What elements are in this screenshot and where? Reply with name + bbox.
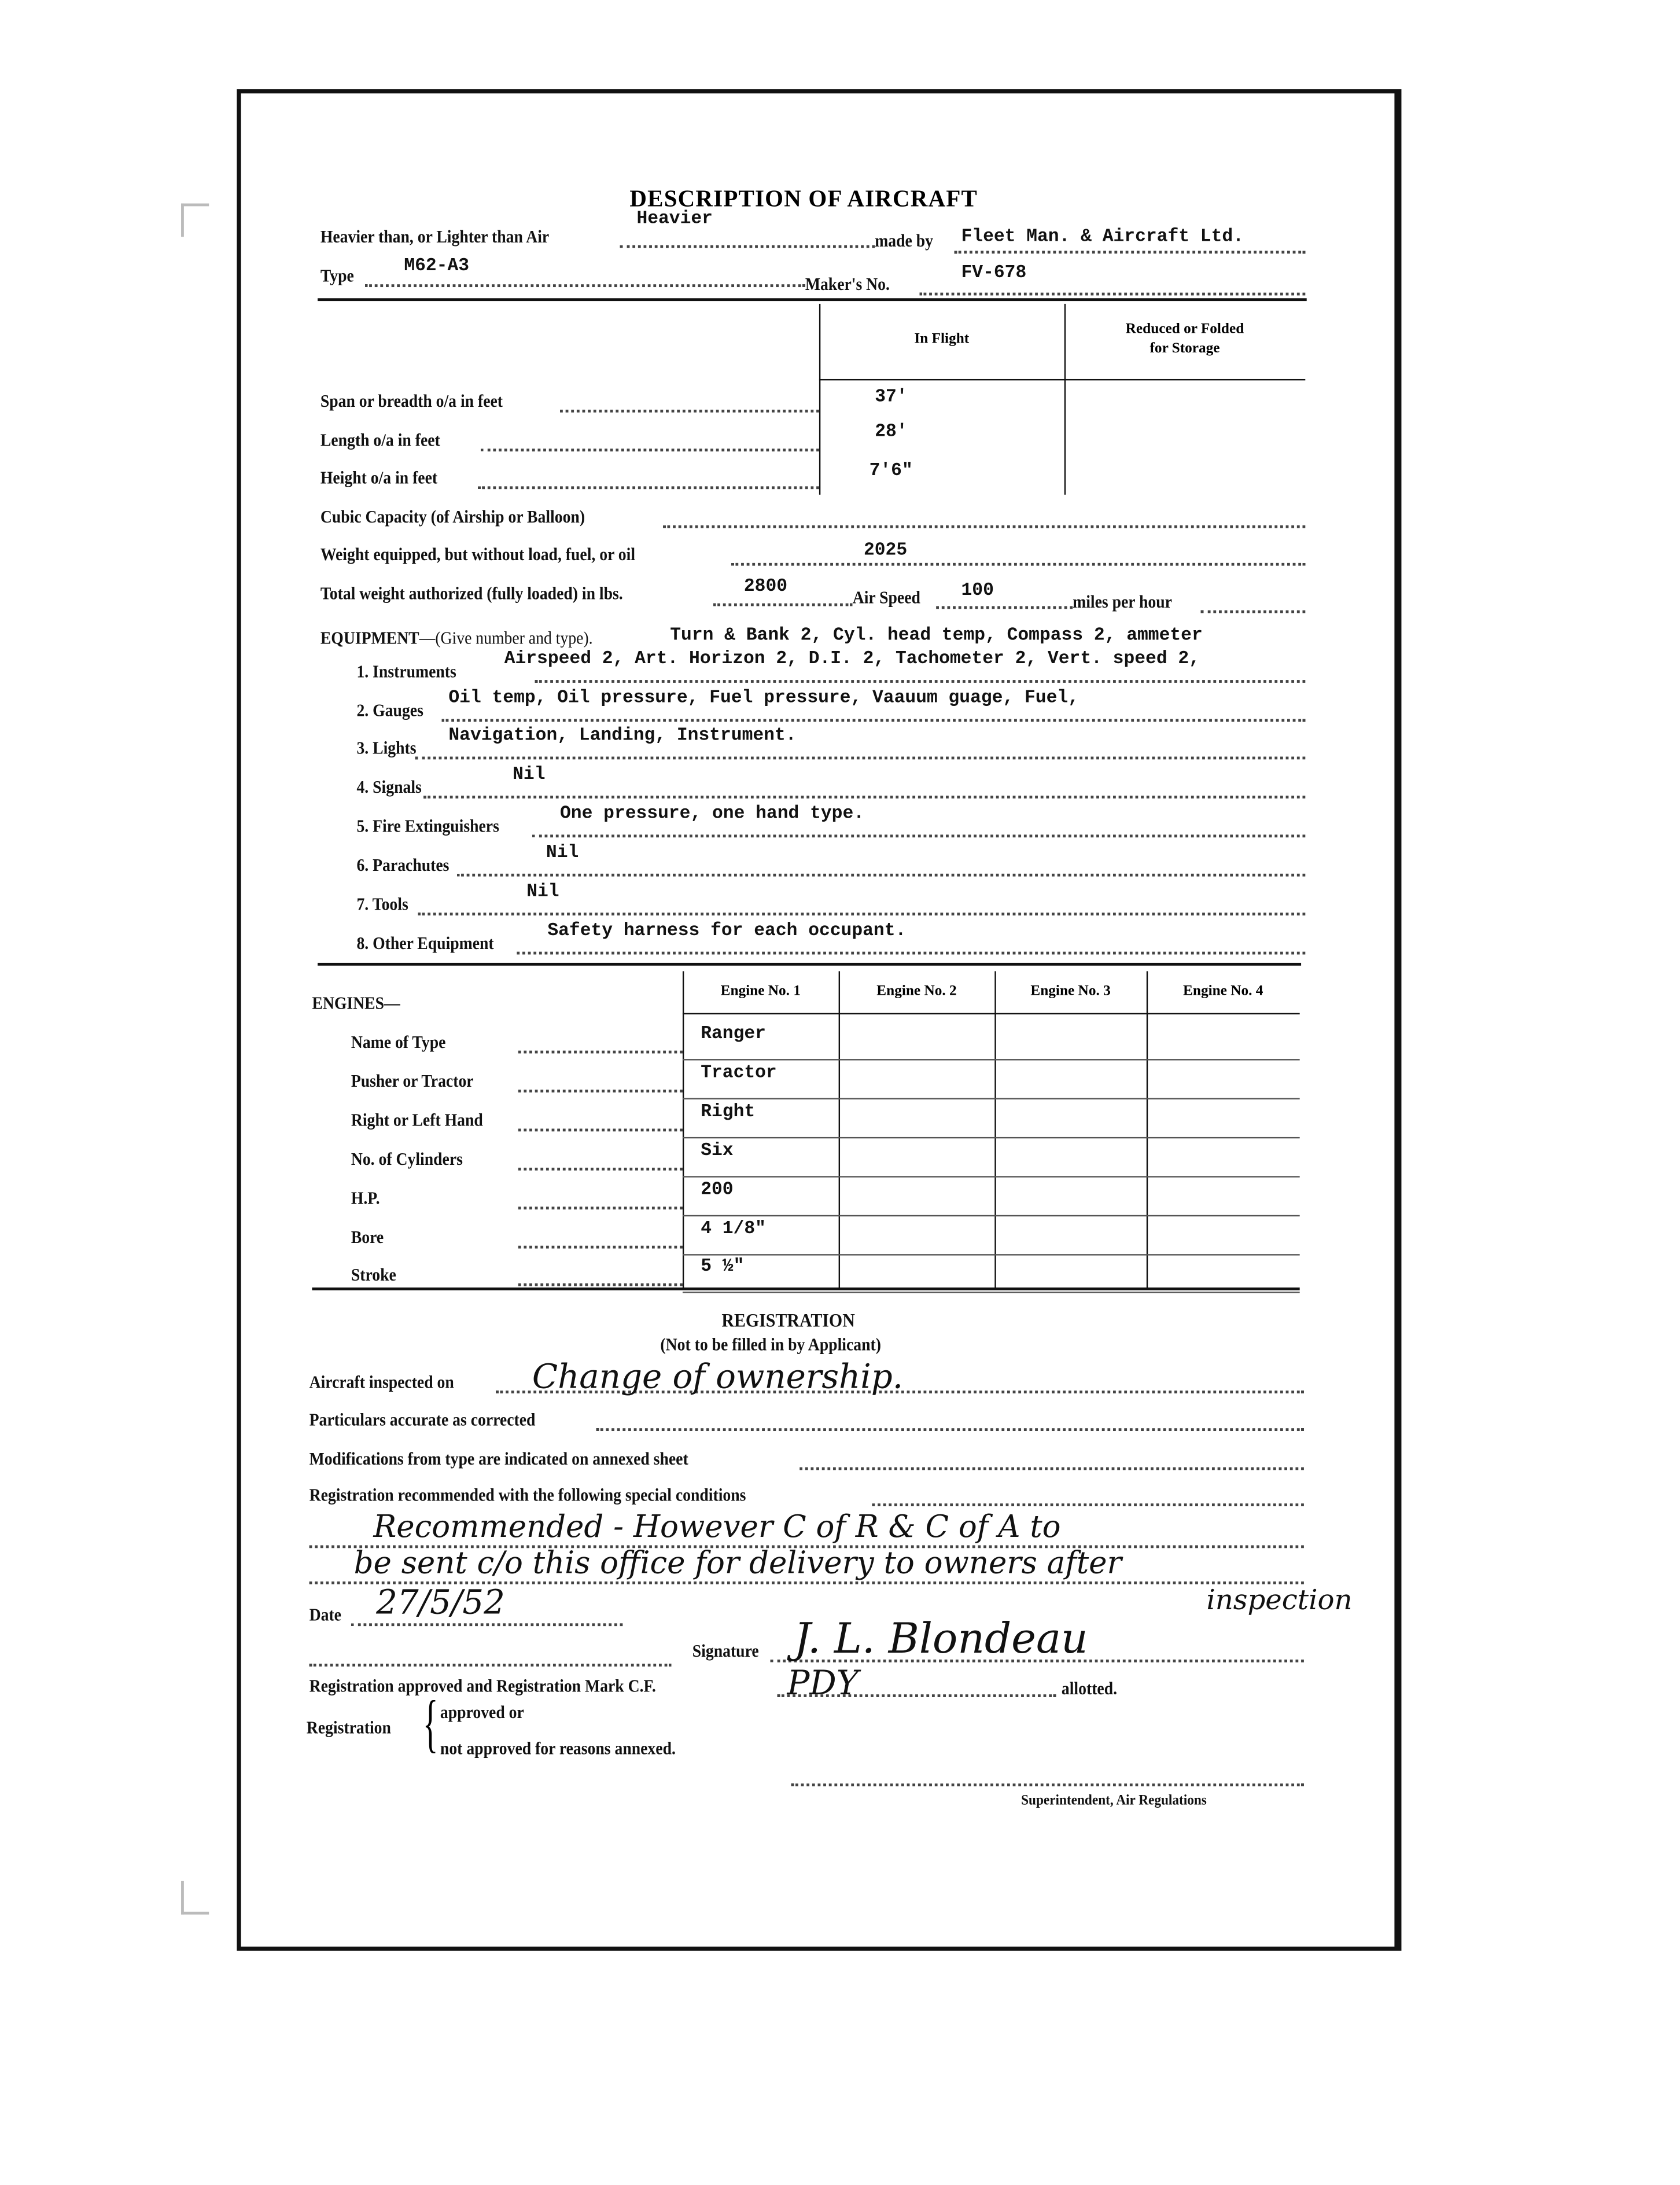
length-value: 28' [875, 421, 908, 442]
divider [318, 298, 1307, 301]
total-weight-label: Total weight authorized (fully loaded) in lbs. [320, 583, 623, 604]
equipment-item-label: 4. Signals [356, 777, 422, 797]
airspeed-value: 100 [961, 579, 994, 601]
table-header-divider [683, 1013, 1300, 1014]
superintendent-line [791, 1783, 1304, 1786]
makers-no-label: Maker's No. [805, 274, 890, 295]
equipment-item-line [457, 874, 1305, 877]
equipment-item-value: Airspeed 2, Art. Horizon 2, D.I. 2, Tachometer 2, Vert. speed 2, [504, 648, 1200, 669]
col-engine-2: Engine No. 2 [876, 984, 957, 999]
table-column-divider [1147, 971, 1148, 1289]
equipment-item-line [532, 834, 1305, 837]
inspected-label: Aircraft inspected on [309, 1372, 454, 1392]
airspeed-line [936, 606, 1073, 609]
table-column-divider [683, 971, 684, 1289]
equipment-item-value: One pressure, one hand type. [560, 803, 865, 824]
engine-1-value: 5 ½" [701, 1255, 745, 1277]
equipment-item-label: 3. Lights [356, 738, 417, 758]
equipment-item-label: 7. Tools [356, 894, 408, 914]
equipment-item-label: 2. Gauges [356, 701, 423, 720]
registration-label: Registration [306, 1718, 391, 1738]
date-label: Date [309, 1605, 341, 1625]
total-weight-line [713, 604, 853, 606]
signature-value: J. L. Blondeau [794, 1614, 1088, 1664]
engine-row-label: Name of Type [351, 1032, 446, 1053]
engine-1-value: Tractor [701, 1061, 777, 1083]
equipment-item-value: Nil [526, 880, 559, 902]
engine-row-line [518, 1283, 683, 1286]
signature-label: Signature [692, 1641, 759, 1661]
heavier-label: Heavier than, or Lighter than Air [320, 227, 550, 247]
engine-row-divider [683, 1098, 1300, 1099]
date-value: 27/5/52 [376, 1583, 505, 1622]
col-engine-1: Engine No. 1 [720, 984, 801, 999]
engine-row-label: Pusher or Tractor [351, 1071, 474, 1091]
engine-1-value: Right [701, 1101, 756, 1122]
brace: { [422, 1687, 439, 1759]
inspected-value: Change of ownership. [532, 1357, 904, 1396]
col-engine-3: Engine No. 3 [1030, 984, 1111, 999]
equipment-heading-note: —(Give number and type). [419, 628, 593, 648]
engine-row-divider [683, 1254, 1300, 1255]
engine-row-line [518, 1246, 683, 1249]
cubic-line [663, 525, 1305, 528]
equipment-item-value: Nil [513, 763, 546, 785]
equipment-item-label: 5. Fire Extinguishers [356, 816, 499, 836]
span-line [560, 410, 819, 413]
equipment-item-line [415, 757, 1306, 760]
span-label: Span or breadth o/a in feet [320, 391, 503, 411]
crop-mark [181, 1881, 209, 1915]
height-value: 7'6" [869, 459, 913, 481]
col-in-flight: In Flight [914, 332, 970, 347]
engine-row-label: No. of Cylinders [351, 1149, 463, 1169]
table-column-divider [994, 971, 996, 1289]
superintendent-label: Superintendent, Air Regulations [1021, 1793, 1207, 1809]
engine-row-line [518, 1090, 683, 1092]
engine-row-divider [683, 1215, 1300, 1216]
mark-value: PDY [787, 1664, 859, 1703]
conditions-line-1: Recommended - However C of R & C of A to [373, 1510, 1061, 1546]
length-label: Length o/a in feet [320, 431, 440, 450]
total-weight-value: 2800 [743, 575, 788, 597]
col-engine-4: Engine No. 4 [1183, 984, 1263, 999]
cubic-label: Cubic Capacity (of Airship or Balloon) [320, 507, 585, 527]
conditions-line-2: be sent c/o this office for delivery to owners after [353, 1546, 1122, 1582]
engine-row-divider [683, 1059, 1300, 1060]
engine-row-divider [683, 1137, 1300, 1138]
allotted-label: allotted. [1061, 1679, 1118, 1699]
blank-line [310, 1664, 672, 1667]
date-line [351, 1623, 623, 1626]
particulars-label: Particulars accurate as corrected [309, 1410, 536, 1430]
table-header-divider [819, 379, 1305, 380]
crop-mark [181, 204, 209, 237]
approved-or: approved or [440, 1702, 524, 1723]
engine-row-label: Stroke [351, 1265, 396, 1285]
makers-no-line [919, 293, 1305, 296]
engine-row-line [518, 1051, 683, 1054]
weight-label: Weight equipped, but without load, fuel, or oil [320, 545, 636, 565]
table-column-divider [839, 971, 840, 1289]
engine-row-label: Right or Left Hand [351, 1110, 483, 1130]
type-value: M62-A3 [404, 255, 470, 276]
equipment-item-label: 6. Parachutes [356, 855, 450, 876]
equipment-item-value: Safety harness for each occupant. [547, 919, 907, 941]
modifications-line [800, 1467, 1304, 1470]
equipment-heading-value: Turn & Bank 2, Cyl. head temp, Compass 2, ammeter [670, 624, 1203, 645]
engine-row-label: Bore [351, 1227, 384, 1248]
not-approved: not approved for reasons annexed. [440, 1739, 676, 1759]
modifications-label: Modifications from type are indicated on annexed sheet [309, 1449, 688, 1469]
weight-value: 2025 [863, 539, 908, 561]
registration-heading: REGISTRATION [721, 1309, 855, 1331]
engine-1-value: Ranger [701, 1022, 766, 1044]
equipment-item-line [517, 952, 1305, 955]
engine-row-divider [683, 1176, 1300, 1177]
engine-row-line [518, 1206, 683, 1209]
made-by-value: Fleet Man. & Aircraft Ltd. [961, 226, 1244, 247]
conditions-line-3: inspection [1206, 1583, 1353, 1617]
particulars-line [596, 1428, 1304, 1431]
conditions-line [872, 1503, 1303, 1506]
length-line [481, 448, 819, 451]
equipment-item-line [441, 719, 1305, 722]
makers-no-value: FV-678 [961, 262, 1027, 283]
type-line [365, 284, 805, 287]
engine-row-line [518, 1168, 683, 1171]
equipment-item-label: 1. Instruments [356, 661, 456, 682]
registration-note: (Not to be filled in by Applicant) [660, 1334, 881, 1355]
heavier-value: Heavier [636, 207, 713, 229]
engine-1-value: Six [701, 1139, 734, 1161]
made-by-label: made by [875, 231, 934, 251]
mph-label: miles per hour [1073, 592, 1172, 612]
height-label: Height o/a in feet [320, 468, 438, 488]
type-label: Type [320, 266, 354, 286]
col-storage-2: for Storage [1150, 341, 1220, 357]
conditions-label: Registration recommended with the following special conditions [309, 1485, 746, 1505]
equipment-item-label: 8. Other Equipment [356, 933, 494, 954]
equipment-heading [320, 628, 593, 649]
divider [312, 1288, 1299, 1290]
col-storage-1: Reduced or Folded [1125, 322, 1244, 337]
engine-row-divider [683, 1292, 1300, 1293]
engine-row-line [518, 1128, 683, 1131]
airspeed-label: Air Speed [852, 588, 920, 608]
made-by-line [954, 251, 1305, 253]
equipment-item-value: Oil temp, Oil pressure, Fuel pressure, Vaauum guage, Fuel, [448, 687, 1079, 708]
mph-line [1201, 610, 1306, 613]
form-title: DESCRIPTION OF AIRCRAFT [629, 185, 978, 212]
span-value: 37' [875, 386, 908, 407]
equipment-heading-text: EQUIPMENT [320, 628, 419, 648]
divider [318, 963, 1301, 966]
height-line [478, 486, 819, 489]
weight-line [731, 563, 1305, 566]
equipment-item-value: Navigation, Landing, Instrument. [448, 724, 797, 746]
equipment-item-line [535, 680, 1306, 683]
engine-1-value: 4 1/8" [701, 1217, 766, 1239]
engine-1-value: 200 [701, 1179, 734, 1200]
heavier-line [620, 245, 875, 248]
equipment-item-line [423, 796, 1305, 799]
engines-heading: ENGINES— [312, 993, 400, 1013]
equipment-item-value: Nil [546, 841, 579, 863]
engine-row-label: H.P. [351, 1189, 380, 1208]
equipment-item-line [418, 913, 1305, 915]
mark-label: Registration approved and Registration Mark C.F. [309, 1676, 656, 1696]
